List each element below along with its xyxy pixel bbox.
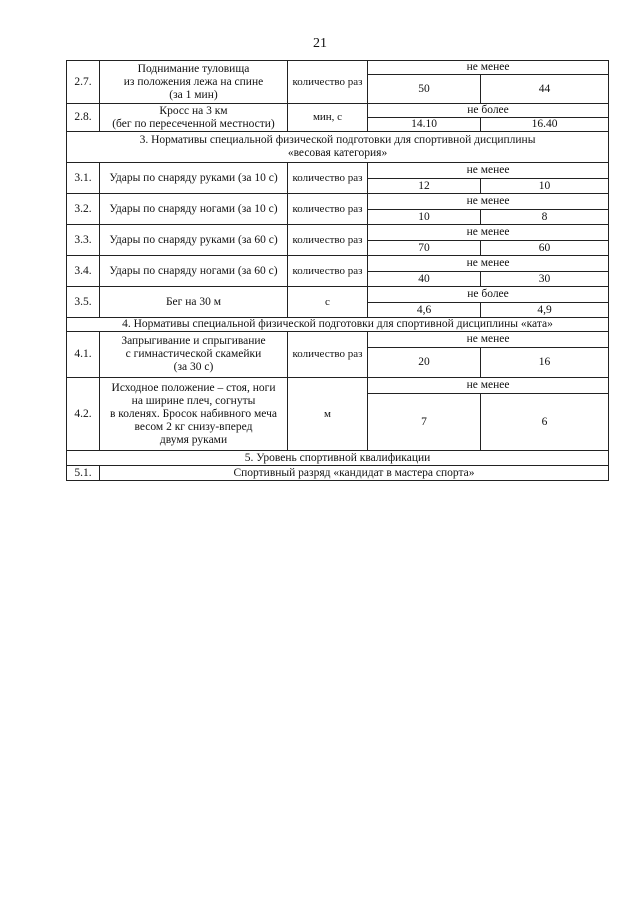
row-number: 2.8.: [67, 104, 100, 132]
unit-cell: с: [288, 287, 368, 318]
unit-cell: количество раз: [288, 194, 368, 225]
condition-cell: не более: [368, 287, 609, 303]
row-number: 4.2.: [67, 378, 100, 451]
row-number: 3.1.: [67, 163, 100, 194]
exercise-name-line: Запрыгивание и спрыгивание: [121, 335, 266, 347]
exercise-name: [100, 104, 288, 132]
value-cell: 12: [368, 179, 481, 194]
value-cell: 14.10: [368, 118, 481, 132]
exercise-name: Бег на 30 м: [100, 287, 288, 318]
row-number: 3.5.: [67, 287, 100, 318]
exercise-name: Удары по снаряду ногами (за 10 с): [100, 194, 288, 225]
table-row: [67, 466, 609, 481]
exercise-name: Удары по снаряду ногами (за 60 с): [100, 256, 288, 287]
condition-cell: не менее: [368, 256, 609, 272]
row-number: 3.2.: [67, 194, 100, 225]
value-cell: 16.40: [481, 118, 609, 132]
table-row: [67, 378, 609, 394]
exercise-name-line: из положения лежа на спине: [123, 75, 264, 88]
table-row: [67, 194, 609, 210]
table-row: [67, 287, 609, 303]
table-row: [67, 163, 609, 179]
row-number: 4.1.: [67, 332, 100, 378]
condition-cell: не менее: [368, 194, 609, 210]
value-cell: 6: [481, 394, 609, 451]
section-title: 4. Нормативы специальной физической подготовки для спортивной дисциплины «ката»: [67, 318, 609, 332]
exercise-name: [100, 332, 288, 378]
value-cell: 16: [481, 348, 609, 378]
condition-cell: не менее: [368, 163, 609, 179]
table-row: [67, 61, 609, 75]
condition-cell: не более: [368, 104, 609, 118]
condition-cell: не менее: [368, 61, 609, 75]
row-number: 3.4.: [67, 256, 100, 287]
exercise-name-line: Кросс на 3 км: [159, 104, 228, 117]
section-header: [67, 451, 609, 466]
value-cell: 44: [481, 75, 609, 104]
section-header: [67, 318, 609, 332]
exercise-name-line: с гимнастической скамейки: [125, 348, 262, 360]
value-cell: 4,6: [368, 303, 481, 318]
unit-cell: м: [288, 378, 368, 451]
unit-cell: мин, с: [288, 104, 368, 132]
row-number: 5.1.: [67, 466, 100, 481]
exercise-name: Удары по снаряду руками (за 60 с): [100, 225, 288, 256]
exercise-name-line: (бег по пересеченной местности): [112, 117, 275, 130]
value-cell: 8: [481, 210, 609, 225]
exercise-name-line: Поднимание туловища: [137, 62, 250, 75]
exercise-name-line: двумя руками: [159, 433, 228, 446]
value-cell: 70: [368, 241, 481, 256]
value-cell: 40: [368, 272, 481, 287]
exercise-name-line: (за 30 с): [173, 361, 214, 373]
value-cell: 10: [481, 179, 609, 194]
exercise-name-line: весом 2 кг снизу-вперед: [134, 420, 253, 433]
exercise-name: [100, 61, 288, 104]
condition-cell: не менее: [368, 225, 609, 241]
row-number: 3.3.: [67, 225, 100, 256]
exercise-name-line: в коленях. Бросок набивного меча: [109, 407, 278, 420]
value-cell: 7: [368, 394, 481, 451]
condition-cell: не менее: [368, 332, 609, 348]
qualification-cell: Спортивный разряд «кандидат в мастера спорта»: [100, 466, 609, 481]
exercise-name: [100, 378, 288, 451]
value-cell: 20: [368, 348, 481, 378]
unit-cell: количество раз: [288, 256, 368, 287]
value-cell: 60: [481, 241, 609, 256]
section-title: 3. Нормативы специальной физической подготовки для спортивной дисциплины «весовая категория»: [67, 132, 609, 163]
section-title: 5. Уровень спортивной квалификации: [67, 451, 609, 466]
page-number: 21: [313, 36, 327, 51]
unit-cell: количество раз: [288, 225, 368, 256]
table-row: [67, 256, 609, 272]
norms-table: [66, 60, 609, 481]
unit-cell: количество раз: [288, 163, 368, 194]
value-cell: 4,9: [481, 303, 609, 318]
table-row: [67, 332, 609, 348]
row-number: 2.7.: [67, 61, 100, 104]
value-cell: 10: [368, 210, 481, 225]
value-cell: 30: [481, 272, 609, 287]
exercise-name-line: на ширине плеч, согнуты: [131, 394, 256, 407]
unit-cell: количество раз: [288, 332, 368, 378]
unit-cell: количество раз: [288, 61, 368, 104]
exercise-name: Удары по снаряду руками (за 10 с): [100, 163, 288, 194]
table-row: [67, 104, 609, 118]
table-row: [67, 225, 609, 241]
condition-cell: не менее: [368, 378, 609, 394]
exercise-name-line: Исходное положение – стоя, ноги: [111, 381, 276, 394]
exercise-name-line: (за 1 мин): [169, 88, 218, 101]
value-cell: 50: [368, 75, 481, 104]
section-header: [67, 132, 609, 163]
